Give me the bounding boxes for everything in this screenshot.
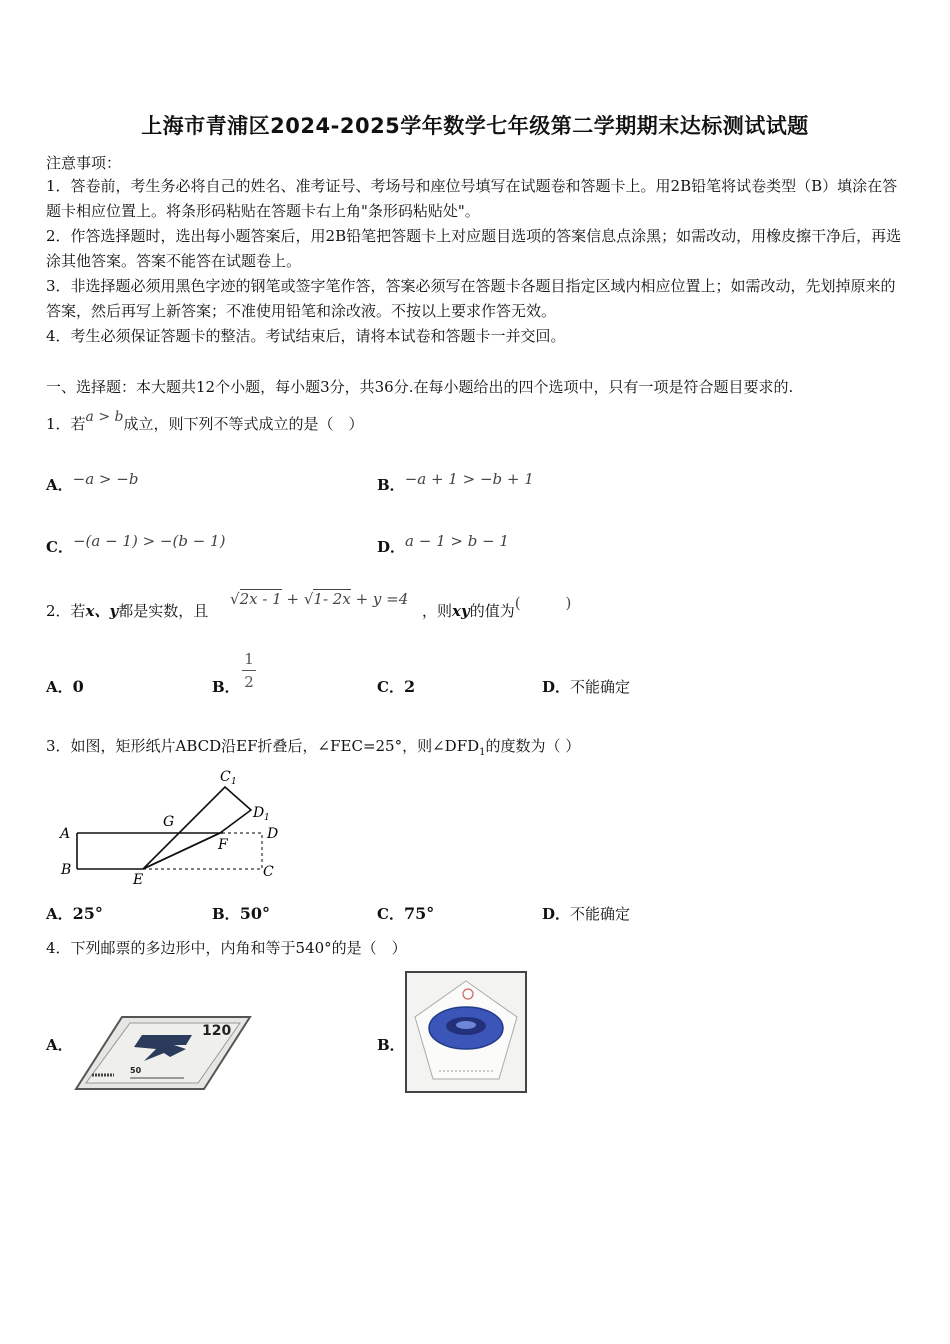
q1-option-d[interactable]: D．a − 1 > b − 1 [377, 532, 509, 556]
q3-fold-line-ef [143, 833, 220, 869]
page-title: 上海市青浦区2024-2025学年数学七年级第二学期期末达标测试试题 [141, 114, 809, 138]
q3-folded-flap [143, 787, 251, 869]
notice-heading: 注意事项： [46, 154, 122, 172]
q4-stamp-a-image [74, 1015, 252, 1091]
q2-option-d[interactable]: D．不能确定 [542, 678, 631, 696]
q1-number: 1．若 [46, 415, 86, 433]
q4-stamp-a-value: 120 [202, 1023, 232, 1039]
q1-option-b[interactable]: B．−a + 1 > −b + 1 [377, 470, 534, 494]
q2-option-c[interactable]: C．2 [377, 677, 416, 696]
q4-option-a[interactable]: A． [46, 1036, 73, 1054]
question-1-stem [46, 409, 364, 434]
q2-option-b[interactable]: B． [212, 678, 240, 696]
q1-condition: a > b [85, 409, 124, 425]
section-heading: 一、选择题：本大题共12个小题，每小题3分，共36分.在每小题给出的四个选项中，只有一项是符合题目要求的. [46, 378, 794, 396]
q2-option-a[interactable]: A．0 [46, 677, 84, 696]
q3-label-d1: D [253, 805, 265, 821]
q3-label-c1-sub: 1 [231, 777, 237, 787]
q3-label-c1: C [220, 769, 231, 785]
q3-label-d: D [267, 826, 279, 842]
question-3-stem: 3．如图，矩形纸片ABCD沿EF折叠后，∠FEC=25°，则$\angle DFD_1$的度数为（ ） [46, 737, 581, 758]
q1-option-c[interactable]: C．−(a − 1) > −(b − 1) [46, 532, 226, 556]
q3-label-a: A [60, 826, 71, 842]
q3-label-c: C [263, 864, 274, 880]
notice-item-4: 4．考生必须保证答题卡的整洁。考试结束后，请将本试卷和答题卡一并交回。 [46, 327, 566, 345]
q3-label-f: F [218, 837, 228, 853]
q3-option-a[interactable]: A．25° [46, 904, 103, 923]
q3-label-d1-sub: 1 [264, 813, 270, 823]
q2-stem-end: ，则xy的值为( ) [422, 594, 572, 620]
q4-stamp-a-caption: 50 [130, 1066, 142, 1075]
notice-item-1: 1．答卷前，考生务必将自己的姓名、准考证号、考场号和座位号填写在试题卷和答题卡上。用2B铅笔将试卷类型（B）填涂在答题卡相应位置上。将条形码粘贴在答题卡右上角"条形码粘贴处"。 [46, 177, 898, 220]
notice-item-3: 3．非选择题必须用黑色字迹的钢笔或签字笔作答，答案必须写在答题卡各题目指定区域内相应位置上；如需改动，先划掉原来的答案，然后再写上新答案；不准使用铅笔和涂改液。不按以上要求作答无效。 [46, 277, 896, 320]
q4-stamp-b-image [405, 971, 527, 1093]
q3-figure [55, 762, 285, 892]
q2-equation: √2x - 1 + √1- 2x + y =4 [230, 590, 409, 608]
question-2-stem: 2．若x、y都是实数，且 [46, 602, 209, 620]
q1-option-c-text: −(a − 1) > −(b − 1) [72, 532, 226, 550]
q3-option-c[interactable]: C．75° [377, 904, 435, 923]
q1-option-d-text: a − 1 > b − 1 [405, 532, 509, 550]
q3-option-d[interactable]: D．不能确定 [542, 905, 631, 923]
notice-item-2: 2．作答选择题时，选出每小题答案后，用2B铅笔把答题卡上对应题目选项的答案信息点涂黑；如需改动，用橡皮擦干净后，再选涂其他答案。答案不能答在试题卷上。 [46, 227, 902, 270]
q4-option-b[interactable]: B． [377, 1036, 405, 1054]
q1-option-a-text: −a > −b [72, 470, 139, 488]
q3-label-b: B [61, 862, 72, 878]
q3-option-b[interactable]: B．50° [212, 904, 270, 923]
q3-label-e: E [133, 872, 144, 888]
q2-option-b-fraction: 1 2 [242, 650, 256, 691]
question-4-stem: 4．下列邮票的多边形中，内角和等于540°的是（ ） [46, 939, 407, 957]
q1-rest: 成立，则下列不等式成立的是（ ） [123, 415, 364, 433]
q3-label-g: G [163, 814, 175, 830]
q1-option-a[interactable]: A．−a > −b [46, 470, 139, 494]
q1-option-b-text: −a + 1 > −b + 1 [404, 470, 534, 488]
